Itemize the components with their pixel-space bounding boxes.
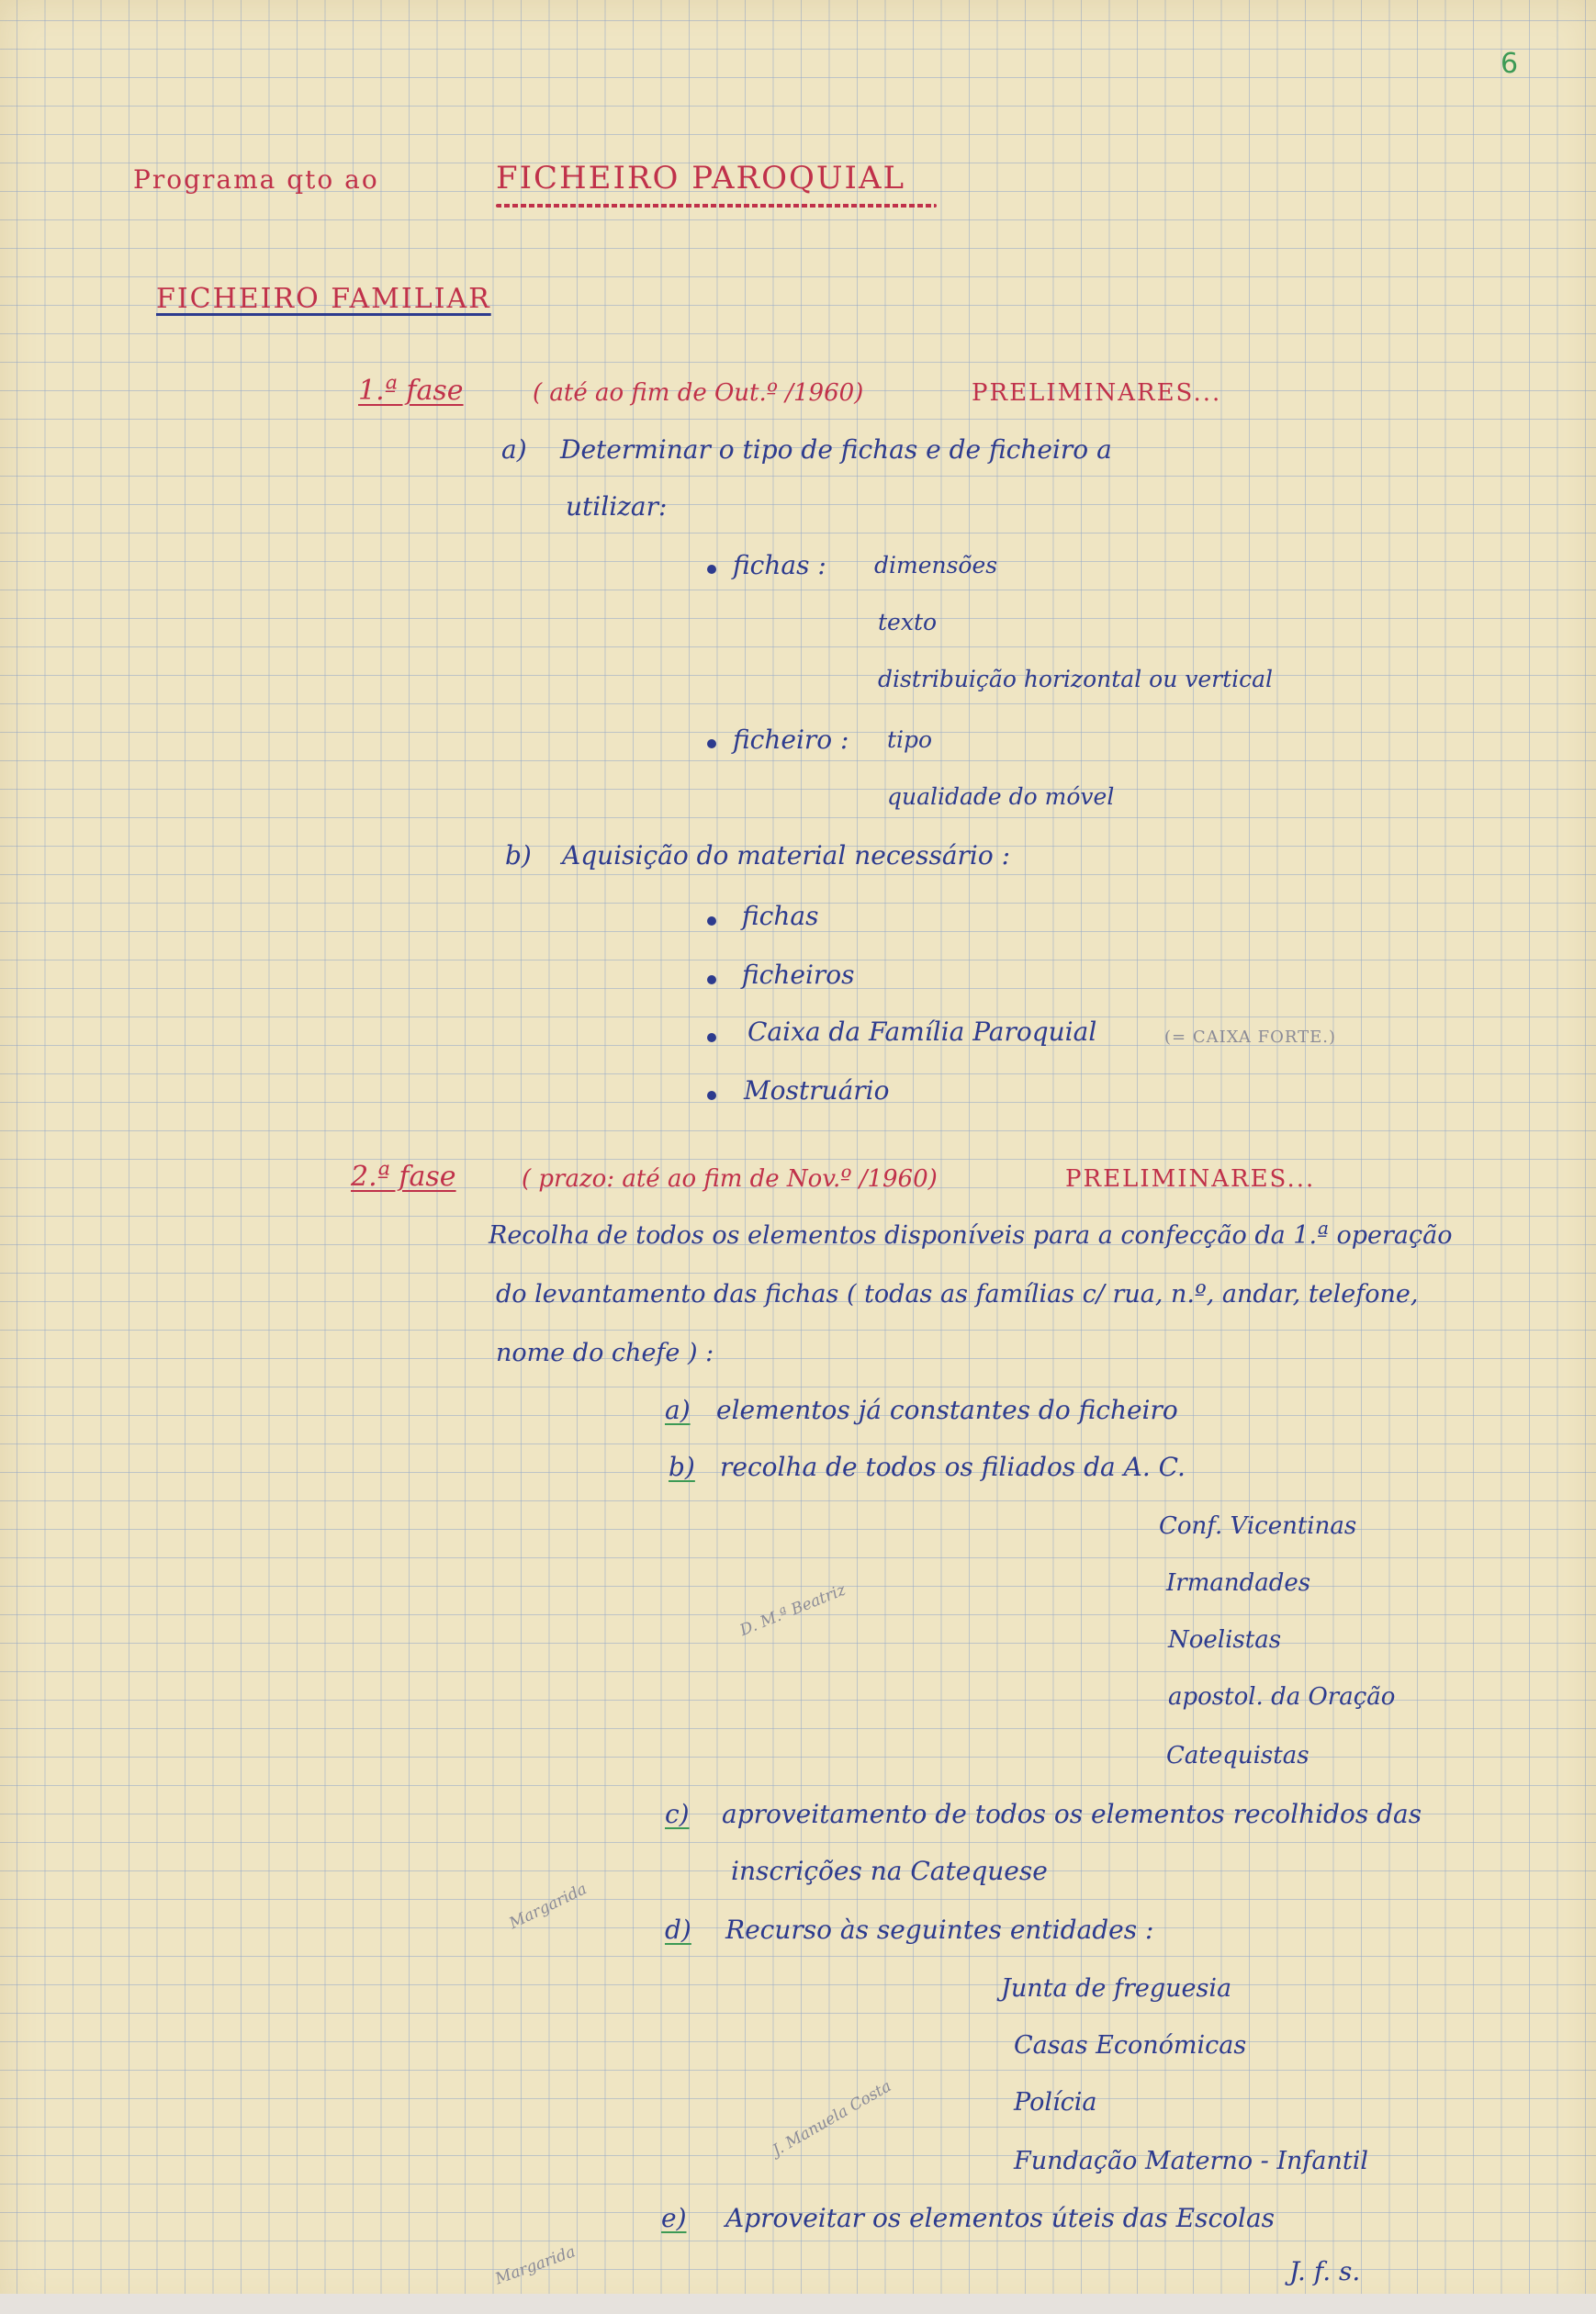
bullet bbox=[707, 975, 716, 984]
b-entity: Catequistas bbox=[1166, 1742, 1309, 1769]
phase2-a-text: elementos já constantes do ficheiro bbox=[716, 1395, 1178, 1425]
d-entity: Casas Económicas bbox=[1014, 2031, 1247, 2060]
b-item: fichas bbox=[742, 901, 819, 931]
b-entity: Irmandades bbox=[1166, 1569, 1311, 1597]
phase1-a-text-1: Determinar o tipo de fichas e de ficheiro a bbox=[560, 434, 1112, 465]
pencil-note-1: D. M.ª Beatriz bbox=[736, 1580, 849, 1640]
phase1-a-label: a) bbox=[501, 434, 527, 465]
page-number: 6 bbox=[1500, 48, 1519, 80]
bullet bbox=[707, 565, 716, 574]
phase2-d-text: Recurso às seguintes entidades : bbox=[725, 1915, 1154, 1945]
phase1-deadline: ( até ao fim de Out.º /1960) bbox=[533, 379, 864, 407]
phase1-label: 1.ª fase bbox=[358, 375, 464, 407]
fichas-item: dimensões bbox=[874, 552, 998, 578]
phase2-b-text: recolha de todos os filiados da A. C. bbox=[720, 1452, 1186, 1482]
pencil-note-4: Margarida bbox=[492, 2242, 579, 2289]
b-item: Caixa da Família Paroquial bbox=[747, 1017, 1097, 1047]
bullet bbox=[707, 1091, 716, 1100]
d-entity: Junta de freguesia bbox=[1001, 1974, 1232, 2003]
fichas-label: fichas : bbox=[733, 550, 826, 580]
title-main: FICHEIRO PAROQUIAL bbox=[496, 160, 906, 197]
b-entity: Conf. Vicentinas bbox=[1159, 1512, 1357, 1540]
phase2-deadline: ( prazo: até ao fim de Nov.º /1960) bbox=[522, 1165, 938, 1193]
b-item: Mostruário bbox=[744, 1075, 890, 1106]
phase2-intro-1: Recolha de todos os elementos disponíveis para a confecção da 1.ª operação bbox=[489, 1221, 1453, 1250]
fichas-item: distribuição horizontal ou vertical bbox=[878, 666, 1274, 692]
phase2-intro-3: nome do chefe ) : bbox=[496, 1339, 714, 1367]
phase1-a-text-2: utilizar: bbox=[566, 491, 668, 522]
section-heading: FICHEIRO FAMILIAR bbox=[156, 283, 491, 315]
phase2-e-label: e) bbox=[661, 2203, 687, 2233]
bullet bbox=[707, 739, 716, 748]
pencil-note-2: Margarida bbox=[506, 1880, 590, 1934]
b-note: (= CAIXA FORTE.) bbox=[1164, 1028, 1336, 1047]
ficheiro-item: tipo bbox=[887, 726, 933, 753]
phase2-a-label: a) bbox=[665, 1395, 691, 1425]
phase2-d-label: d) bbox=[665, 1915, 691, 1945]
title-prefix: Programa qto ao bbox=[133, 164, 379, 195]
phase2-label: 2.ª fase bbox=[351, 1161, 456, 1193]
b-item: ficheiros bbox=[742, 960, 855, 990]
fichas-item: texto bbox=[878, 609, 938, 635]
d-entity: Polícia bbox=[1014, 2088, 1097, 2117]
phase2-tag: PRELIMINARES... bbox=[1065, 1165, 1316, 1193]
ficheiro-label: ficheiro : bbox=[733, 725, 849, 755]
phase1-b-text: Aquisição do material necessário : bbox=[562, 840, 1011, 871]
phase2-c-label: c) bbox=[665, 1799, 690, 1829]
b-entity: apostol. da Oração bbox=[1168, 1683, 1396, 1711]
bullet bbox=[707, 1033, 716, 1042]
phase2-e-text: Aproveitar os elementos úteis das Escolas bbox=[725, 2203, 1276, 2233]
phase2-b-label: b) bbox=[669, 1452, 695, 1482]
pencil-note-3: J. Manuela Costa bbox=[770, 2077, 895, 2161]
phase1-b-label: b) bbox=[505, 840, 532, 871]
ficheiro-item: qualidade do móvel bbox=[887, 783, 1115, 810]
bullet bbox=[707, 916, 716, 926]
title-wavy-underline bbox=[496, 204, 937, 208]
b-entity: Noelistas bbox=[1168, 1626, 1282, 1654]
phase2-c-text-2: inscrições na Catequese bbox=[731, 1856, 1048, 1886]
scan-margin bbox=[0, 2294, 1596, 2314]
phase2-intro-2: do levantamento das fichas ( todas as famílias c/ rua, n.º, andar, telefone, bbox=[496, 1280, 1419, 1309]
phase1-tag: PRELIMINARES... bbox=[972, 379, 1222, 407]
phase2-c-text-1: aproveitamento de todos os elementos recolhidos das bbox=[722, 1799, 1422, 1829]
d-entity: Fundação Materno - Infantil bbox=[1014, 2147, 1369, 2175]
signature: J. f. s. bbox=[1289, 2256, 1361, 2286]
